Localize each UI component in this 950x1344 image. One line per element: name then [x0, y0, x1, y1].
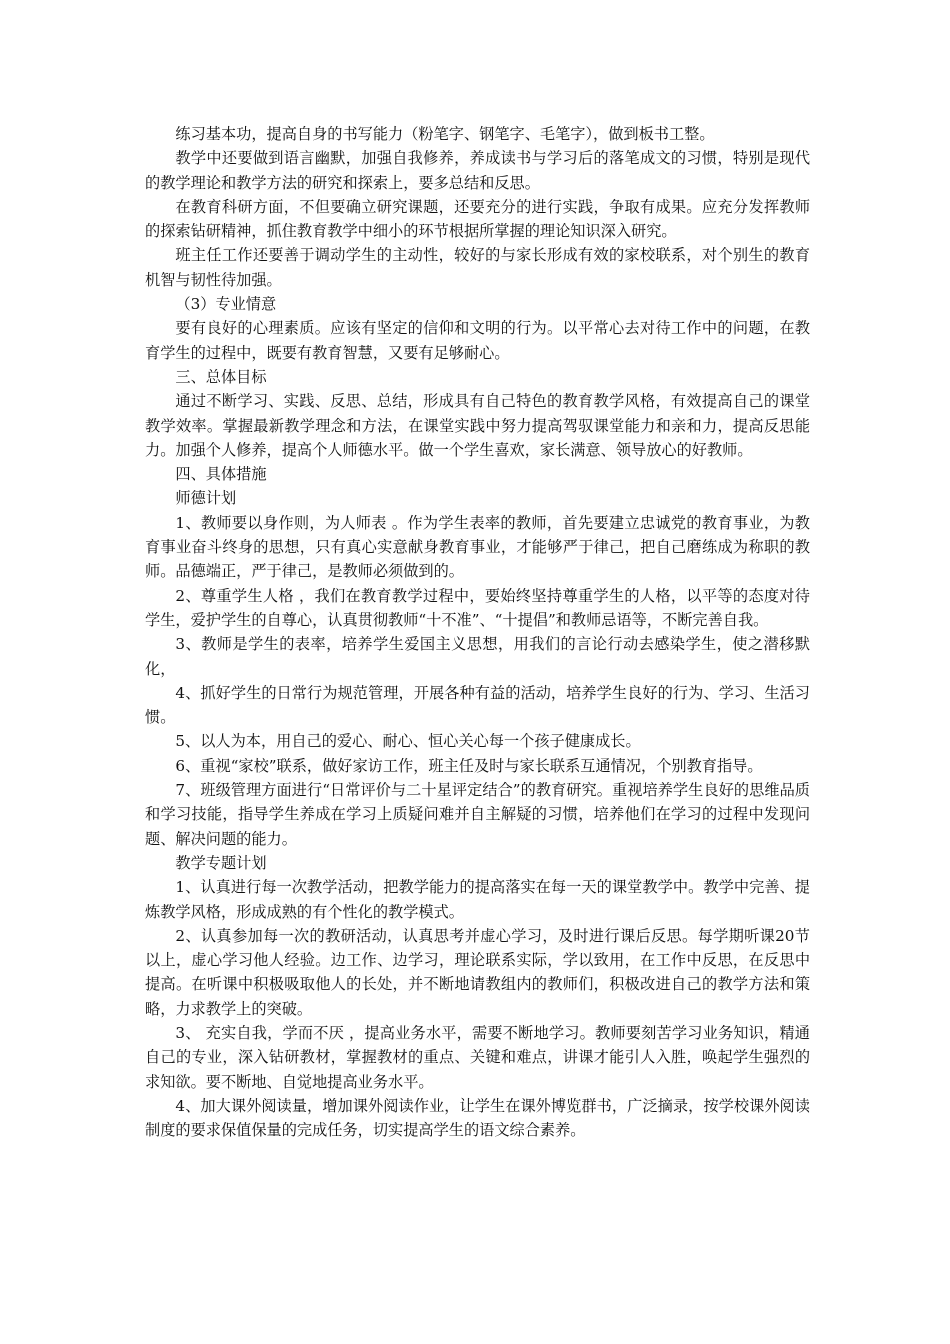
paragraph: 教学专题计划: [175, 853, 267, 872]
paragraph: 师德计划: [175, 489, 237, 508]
paragraph: 3、教师是学生的表率，培养学生爱国主义思想，用我们的言论行动去感染学生，使之潜移默化，: [145, 635, 810, 678]
paragraph: 3、 充实自我，学而不厌 ，提高业务水平，需要不断地学习。教师要刻苦学习业务知识，精通自己的专业，深入钻研教材，掌握教材的重点、关键和难点，讲课才能引人入胜，唤起学生强烈的求知欲。要不断地、自觉地提高业务水平。: [145, 1023, 810, 1091]
paragraph: 四、具体措施: [175, 465, 267, 484]
paragraph: 要有良好的心理素质。应该有坚定的信仰和文明的行为。以平常心去对待工作中的问题，在教育学生的过程中，既要有教育智慧，又要有足够耐心。: [145, 319, 810, 362]
paragraph: 2、尊重学生人格 ，我们在教育教学过程中，要始终坚持尊重学生的人格，以平等的态度对待学生，爱护学生的自尊心，认真贯彻教师“十不准”、“十提倡”和教师忌语等，不断完善自我。: [145, 586, 810, 629]
paragraph: 4、抓好学生的日常行为规范管理，开展各种有益的活动，培养学生良好的行为、学习、生活习惯。: [145, 683, 810, 727]
paragraph: 在教育科研方面，不但要确立研究课题，还要充分的进行实践，争取有成果。应充分发挥教师的探索钻研精神，抓住教育教学中细小的环节根据所掌握的理论知识深入研究。: [145, 197, 810, 241]
paragraph: 通过不断学习、实践、反思、总结，形成具有自己特色的教育教学风格，有效提高自己的课堂教学效率。掌握最新教学理念和方法，在课堂实践中努力提高驾驭课堂能力和亲和力，提高反思能力。加强个人修养，提高个人师德水平。做一个学生喜欢，家长满意、领导放心的好教师。: [145, 392, 810, 459]
paragraph: 1、教师要以身作则，为人师表 。作为学生表率的教师，首先要建立忠诚党的教育事业，为教育事业奋斗终身的思想，只有真心实意献身教育事业，才能够严于律己，把自己磨练成为称职的教师。品德端正，严于律己，是教师必须做到的。: [145, 513, 810, 581]
paragraph: 6、重视“家校”联系，做好家访工作，班主任及时与家长联系互通情况，个别教育指导。: [175, 756, 763, 775]
document-body: [145, 122, 810, 1142]
paragraph: 1、认真进行每一次教学活动，把教学能力的提高落实在每一天的课堂教学中。教学中完善、提炼教学风格，形成成熟的有个性化的教学模式。: [145, 878, 810, 921]
paragraph: 班主任工作还要善于调动学生的主动性，较好的与家长形成有效的家校联系，对个别生的教育机智与韧性待加强。: [145, 246, 810, 289]
paragraph: 2、认真参加每一次的教研活动，认真思考并虚心学习，及时进行课后反思。每学期听课20节以上，虚心学习他人经验。边工作、边学习，理论联系实际，学以致用，在工作中反思，在反思中提高。在听课中积极吸取他人的长处，并不断地请教组内的教师们，积极改进自己的教学方法和策略，力求教学上的突破。: [145, 926, 810, 1018]
paragraph: 教学中还要做到语言幽默，加强自我修养，养成读书与学习后的落笔成文的习惯，特别是现代的教学理论和教学方法的研究和探索上，要多总结和反思。: [145, 149, 810, 192]
paragraph: 练习基本功，提高自身的书写能力（粉笔字、钢笔字、毛笔字），做到板书工整。: [175, 125, 715, 143]
paragraph: 三、总体目标: [175, 367, 267, 386]
paragraph: （3）专业情意: [175, 295, 277, 314]
paragraph: 5、以人为本，用自己的爱心、耐心、恒心关心每一个孩子健康成长。: [175, 732, 641, 751]
paragraph: 7、班级管理方面进行“日常评价与二十星评定结合”的教育研究。重视培养学生良好的思维品质和学习技能，指导学生养成在学习上质疑问难并自主解疑的习惯，培养他们在学习的过程中发现问题、解决问题的能力。: [145, 781, 810, 848]
paragraph: 4、加大课外阅读量，增加课外阅读作业，让学生在课外博览群书，广泛摘录，按学校课外阅读制度的要求保值保量的完成任务，切实提高学生的语文综合素养。: [145, 1096, 810, 1140]
